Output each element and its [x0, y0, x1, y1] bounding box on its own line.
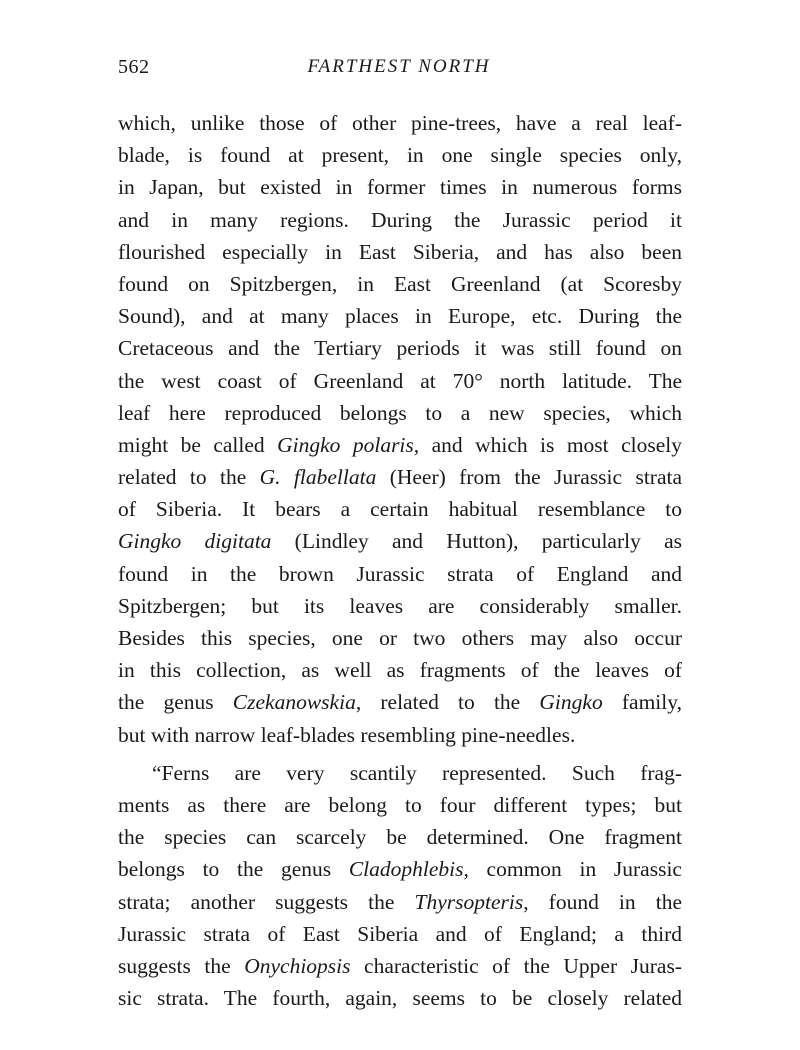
text-segment: characteristic of the Upper Juras-	[350, 953, 682, 978]
italic-term: Czekanowskia	[232, 690, 356, 715]
text-line	[118, 950, 682, 982]
text-segment: ments as there are belong to four different types; but	[118, 792, 682, 817]
text-line	[118, 493, 682, 525]
text-segment: in Japan, but existed in former times in numerous forms	[118, 175, 682, 200]
text-line	[118, 821, 682, 853]
text-segment: found on Spitzbergen, in East Greenland (at Scoresby	[118, 271, 682, 296]
italic-term: Gingko polaris	[277, 432, 414, 457]
text-segment: the genus	[118, 690, 233, 715]
italic-term: Gingko	[539, 690, 603, 715]
text-segment: (Heer) from the Jurassic strata	[376, 465, 682, 490]
text-line	[118, 525, 682, 557]
text-segment: of Siberia. It bears a certain habitual resemblance to	[118, 497, 682, 522]
running-title: FARTHEST NORTH	[307, 56, 491, 77]
text-line	[118, 139, 682, 171]
text-segment: Jurassic strata of East Siberia and of England; a third	[118, 921, 682, 946]
text-line	[118, 918, 682, 950]
text-segment: Cretaceous and the Tertiary periods it was still found on	[118, 336, 682, 361]
text-line	[118, 757, 682, 789]
text-line	[118, 789, 682, 821]
text-segment: Spitzbergen; but its leaves are considerably smaller.	[118, 593, 682, 618]
text-segment: sic strata. The fourth, again, seems to be closely related	[118, 986, 682, 1011]
text-segment: but with narrow leaf-blades resembling pine-needles.	[118, 722, 576, 747]
text-segment: , related to the	[355, 690, 540, 715]
text-segment: which, unlike those of other pine-trees, have a real leaf-	[118, 111, 682, 135]
text-segment: family,	[602, 690, 682, 715]
text-segment: belongs to the genus	[118, 857, 349, 882]
italic-term: Cladophlebis	[348, 857, 464, 882]
text-line	[118, 558, 682, 590]
text-segment: might be called	[118, 432, 278, 457]
italic-term: Thyrsopteris	[414, 889, 524, 914]
text-line	[118, 590, 682, 622]
text-line	[118, 622, 682, 654]
text-line	[118, 300, 682, 332]
text-segment: “Ferns are very scantily represented. Such frag-	[152, 760, 682, 785]
text-segment: leaf here reproduced belongs to a new species, which	[118, 400, 682, 425]
text-segment: , found in the	[523, 889, 682, 914]
text-segment: in this collection, as well as fragments of the leaves of	[118, 658, 682, 683]
text-segment: Sound), and at many places in Europe, etc. During the	[118, 304, 682, 329]
page-header	[118, 56, 680, 86]
italic-term: Gingko digitata	[118, 529, 272, 554]
text-line	[118, 853, 682, 885]
text-segment: Besides this species, one or two others may also occur	[118, 626, 682, 650]
text-line	[118, 461, 682, 493]
text-line	[118, 719, 682, 751]
text-line	[118, 654, 682, 686]
text-segment: blade, is found at present, in one single species only,	[118, 143, 682, 168]
text-segment: the west coast of Greenland at 70° north latitude. The	[118, 368, 682, 393]
text-line	[118, 982, 682, 1014]
text-segment: suggests the	[118, 953, 245, 978]
text-segment: found in the brown Jurassic strata of England and	[118, 561, 682, 586]
text-line	[118, 686, 682, 718]
text-line	[118, 332, 682, 364]
text-line	[118, 268, 682, 300]
text-line	[118, 397, 682, 429]
text-line	[118, 365, 682, 397]
text-line	[118, 236, 682, 268]
text-segment: strata; another suggests the	[118, 889, 415, 914]
text-line	[118, 429, 682, 461]
text-line	[118, 886, 682, 918]
text-segment: and in many regions. During the Jurassic period it	[118, 207, 682, 232]
text-segment: the species can scarcely be determined. One fragment	[118, 825, 682, 850]
text-segment: , common in Jurassic	[463, 857, 682, 882]
text-line	[118, 204, 682, 236]
text-segment: related to the	[118, 465, 260, 490]
text-segment: flourished especially in East Siberia, and has also been	[118, 239, 682, 264]
page-number: 562	[118, 56, 150, 78]
italic-term: Onychiopsis	[244, 953, 351, 978]
text-line	[118, 107, 682, 139]
text-segment: (Lindley and Hutton), particularly as	[271, 529, 682, 554]
italic-term: G. flabellata	[259, 465, 377, 490]
text-line	[118, 171, 682, 203]
body-text	[118, 107, 682, 1014]
text-segment: , and which is most closely	[413, 432, 682, 457]
